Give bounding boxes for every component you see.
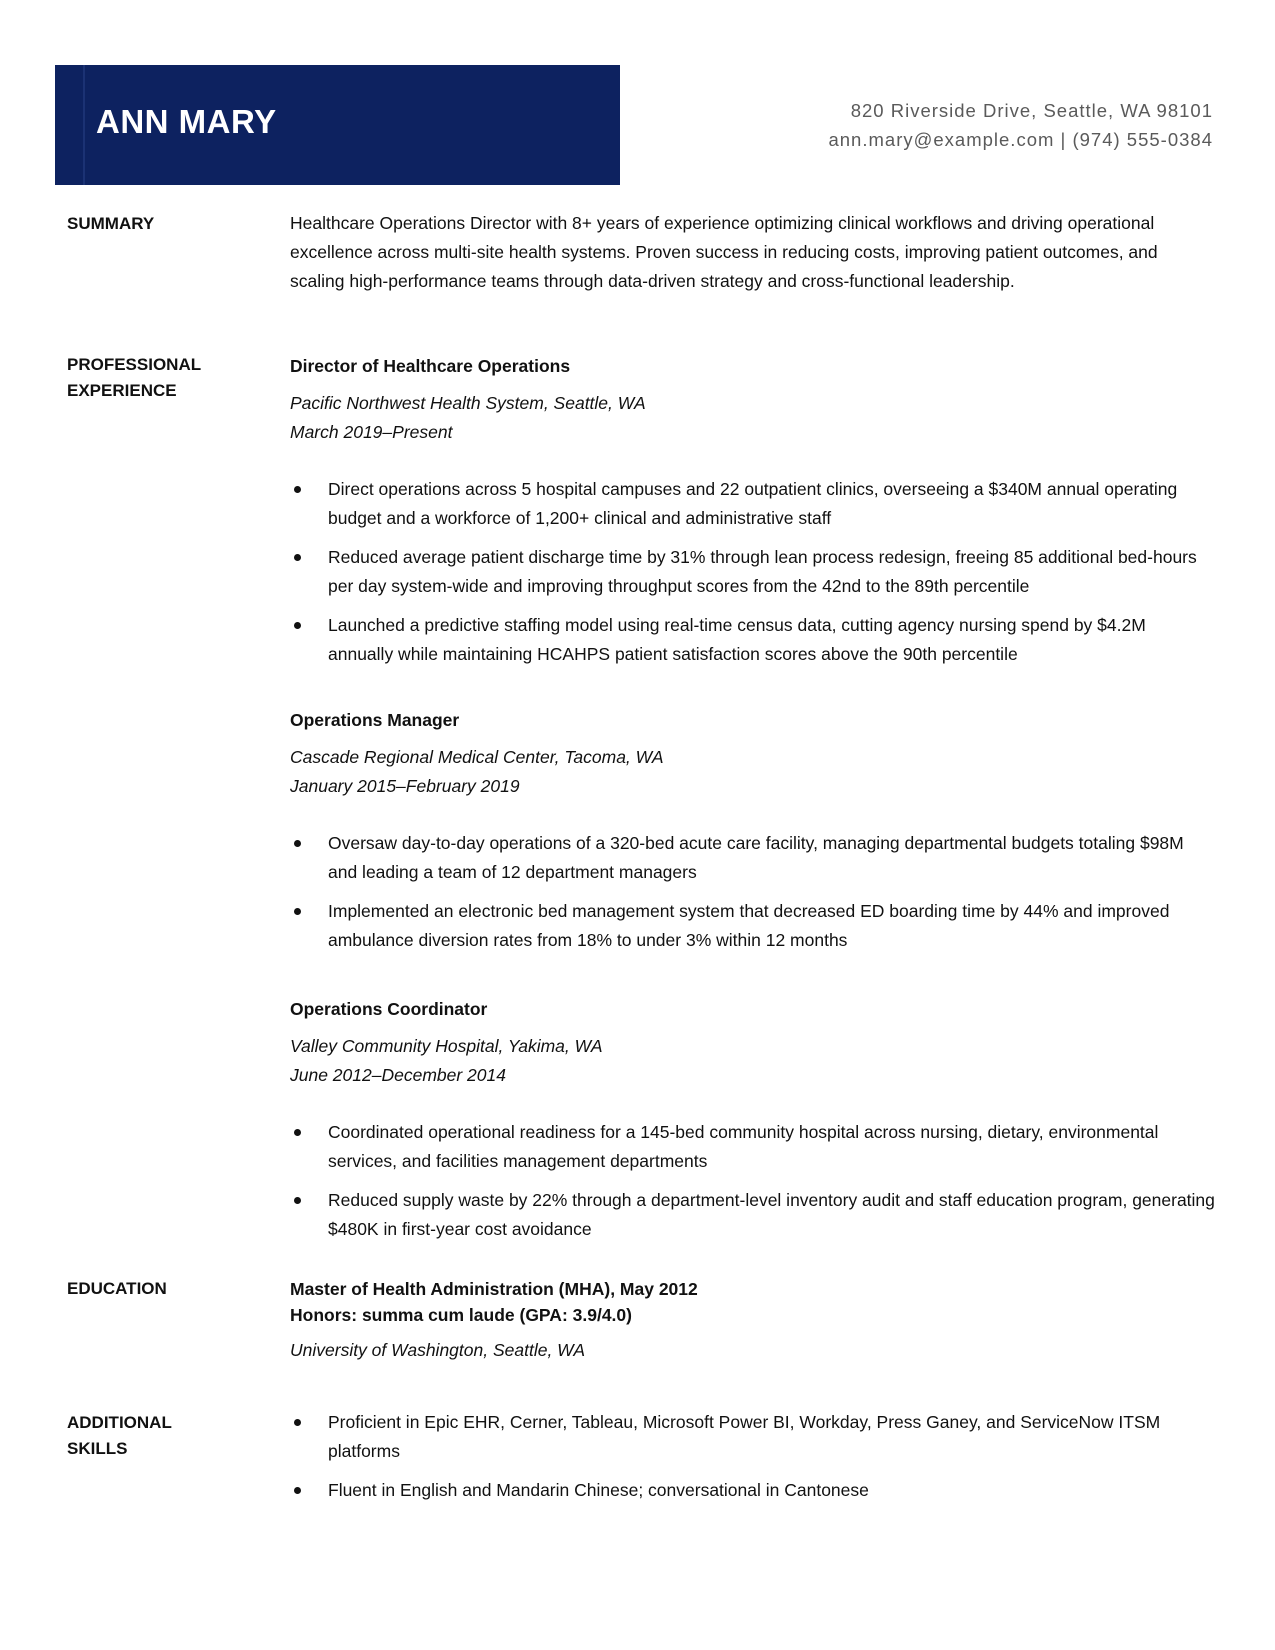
bullet-icon <box>294 554 301 561</box>
bullet-icon <box>294 1129 301 1136</box>
address: 820 Riverside Drive, Seattle, WA 98101 <box>850 100 1213 121</box>
job-dates: January 2015–February 2019 <box>290 776 520 796</box>
skills-section <box>290 1408 1215 1515</box>
education-label: EDUCATION <box>67 1279 167 1298</box>
list-item <box>290 543 1215 601</box>
bullet-icon <box>294 1419 301 1426</box>
bullet-text: Direct operations across 5 hospital campuses and 22 outpatient clinics, overseeing a $340M annual operating budget and a workforce of 1,200+ clinical and administrative staff <box>328 479 1178 528</box>
job-bullets <box>290 1118 1215 1244</box>
job-bullets <box>290 829 1215 955</box>
email-phone: ann.mary@example.com | (974) 555-0384 <box>828 129 1213 150</box>
job-organization: Valley Community Hospital, Yakima, WA <box>290 1036 603 1056</box>
education-degree: Master of Health Administration (MHA), May 2012 <box>290 1279 698 1299</box>
summary-section <box>290 209 1215 296</box>
job-bullets <box>290 475 1215 669</box>
bullet-text: Oversaw day-to-day operations of a 320-bed acute care facility, managing departmental budgets totaling $98M and leading a team of 12 department managers <box>328 833 1184 882</box>
bullet-icon <box>294 1487 301 1494</box>
list-item <box>290 475 1215 533</box>
job-title: Director of Healthcare Operations <box>290 356 571 376</box>
experience-label <box>67 352 257 404</box>
bullet-icon <box>294 622 301 629</box>
education-section <box>290 1276 1215 1365</box>
job-organization: Cascade Regional Medical Center, Tacoma, WA <box>290 747 664 767</box>
skills-list <box>290 1408 1215 1505</box>
skills-label-line2: SKILLS <box>67 1439 128 1458</box>
bullet-text: Reduced supply waste by 22% through a department-level inventory audit and staff education program, generating $480K in first-year cost avoidance <box>328 1190 1215 1239</box>
job-title: Operations Coordinator <box>290 999 488 1019</box>
job-entry <box>290 352 1215 679</box>
header-band <box>55 65 620 185</box>
job-dates: March 2019–Present <box>290 422 453 442</box>
bullet-text: Coordinated operational readiness for a 145-bed community hospital across nursing, dietary, environmental services, and facilities management departments <box>328 1122 1159 1171</box>
bullet-icon <box>294 840 301 847</box>
experience-label-line2: EXPERIENCE <box>67 381 177 400</box>
list-item <box>290 1186 1215 1244</box>
summary-label: SUMMARY <box>67 214 155 233</box>
contact-info <box>828 96 1213 154</box>
bullet-text: Reduced average patient discharge time by 31% through lean process redesign, freeing 85 additional bed-hours per day system-wide and improving throughput scores from the 42nd to the 89th percentile <box>328 547 1197 596</box>
list-item <box>290 897 1215 955</box>
job-organization: Pacific Northwest Health System, Seattle, WA <box>290 393 646 413</box>
bullet-icon <box>294 1197 301 1204</box>
job-dates: June 2012–December 2014 <box>290 1065 506 1085</box>
candidate-name: ANN MARY <box>96 103 277 140</box>
education-school: University of Washington, Seattle, WA <box>290 1340 586 1360</box>
skills-label-line1: ADDITIONAL <box>67 1413 172 1432</box>
job-title: Operations Manager <box>290 710 460 730</box>
experience-label-line1: PROFESSIONAL <box>67 355 202 374</box>
skill-text: Proficient in Epic EHR, Cerner, Tableau, Microsoft Power BI, Workday, Press Ganey, and ServiceNow ITSM platforms <box>328 1412 1161 1461</box>
list-item <box>290 1118 1215 1176</box>
bullet-icon <box>294 486 301 493</box>
list-item <box>290 1408 1215 1466</box>
list-item <box>290 829 1215 887</box>
bullet-text: Launched a predictive staffing model using real-time census data, cutting agency nursing spend by $4.2M annually while maintaining HCAHPS patient satisfaction scores above the 90th percentile <box>328 615 1146 664</box>
job-entry <box>290 995 1215 1254</box>
skills-label <box>67 1410 257 1462</box>
skill-text: Fluent in English and Mandarin Chinese; conversational in Cantonese <box>328 1480 869 1500</box>
summary-text: Healthcare Operations Director with 8+ years of experience optimizing clinical workflows and driving operational excellence across multi-site health systems. Proven success in reducing costs, improving patient outcomes, and scaling high-performance teams through data-driven strategy and cross-functional leadership. <box>290 213 1158 291</box>
bullet-icon <box>294 908 301 915</box>
education-honors: Honors: summa cum laude (GPA: 3.9/4.0) <box>290 1305 632 1325</box>
job-entry <box>290 706 1215 965</box>
list-item <box>290 1476 1215 1505</box>
list-item <box>290 611 1215 669</box>
bullet-text: Implemented an electronic bed management system that decreased ED boarding time by 44% and improved ambulance diversion rates from 18% to under 3% within 12 months <box>328 901 1170 950</box>
